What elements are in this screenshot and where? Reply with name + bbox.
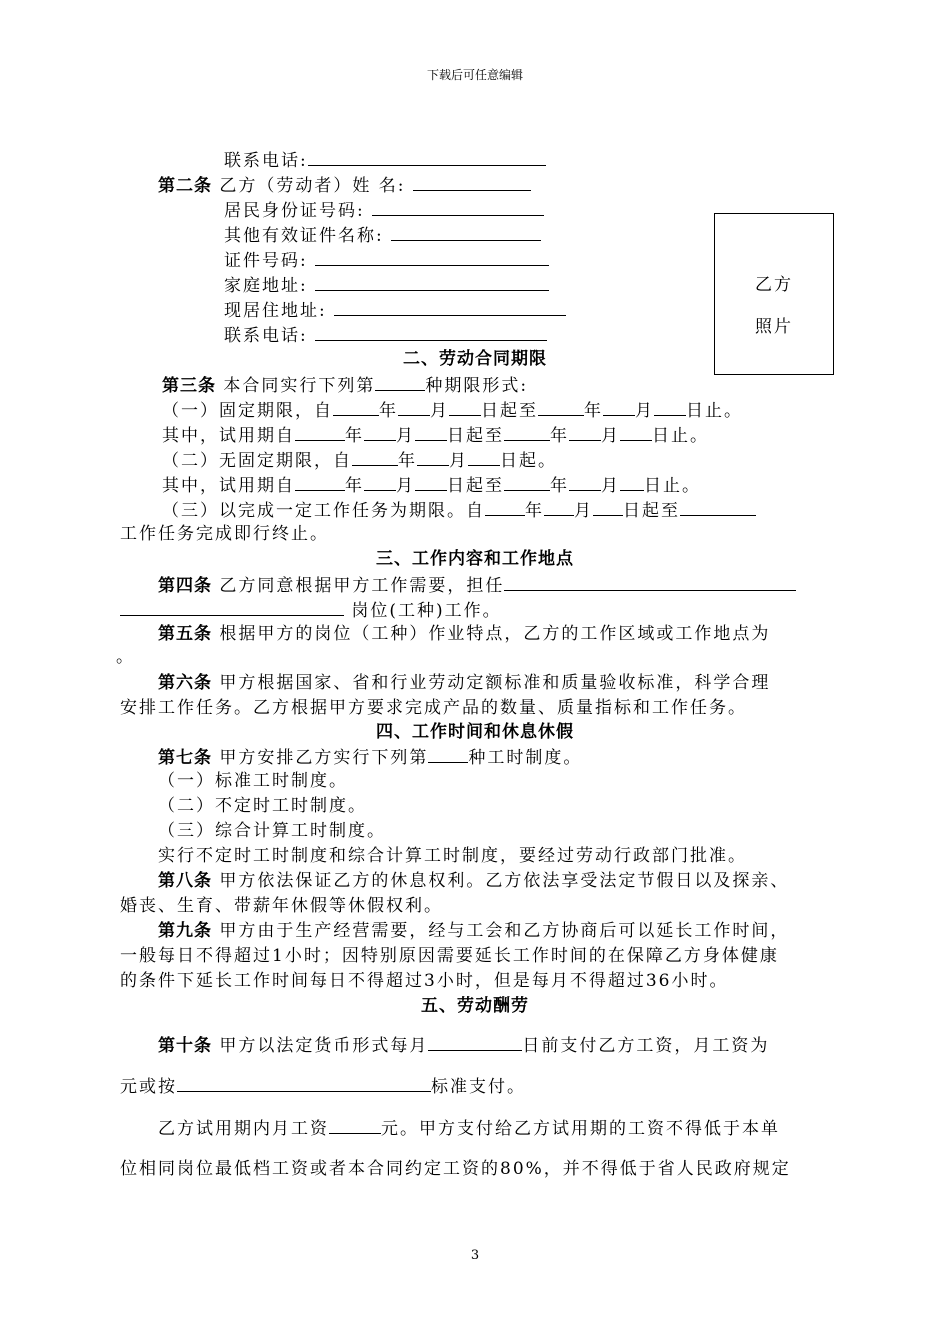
page-header: 下载后可任意编辑 <box>426 68 523 82</box>
blank[interactable] <box>449 398 481 416</box>
blank[interactable] <box>544 498 574 516</box>
blank[interactable] <box>315 273 549 291</box>
blank[interactable] <box>177 1074 431 1092</box>
article-9-line-2: 一般每日不得超过1小时；因特别原因需要延长工作时间的在保障乙方身体健康 <box>120 946 779 966</box>
blank[interactable] <box>428 745 468 763</box>
blank[interactable] <box>375 373 425 391</box>
article-3-line: 第三条 本合同实行下列第 种期限形式: <box>162 373 528 397</box>
article-8-line-1: 第八条 甲方依法保证乙方的休息权利。乙方依法享受法定节假日以及探亲、 <box>158 871 790 891</box>
section-heading-2: 二、劳动合同期限 <box>403 349 547 369</box>
blank[interactable] <box>485 498 525 516</box>
article-10-line-4: 位相同岗位最低档工资或者本合同约定工资的80%，并不得低于省人民政府规定 <box>120 1159 791 1179</box>
blank[interactable] <box>295 473 345 491</box>
blank[interactable] <box>120 598 344 616</box>
article-2-line: 第二条 乙方（劳动者）姓 名: <box>158 173 531 197</box>
blank[interactable] <box>620 423 652 441</box>
blank[interactable] <box>315 323 547 341</box>
task-term-end-line: 工作任务完成即行终止。 <box>120 524 329 544</box>
article-9-line-3: 的条件下延长工作时间每日不得超过3小时，但是每月不得超过36小时。 <box>120 971 729 991</box>
blank[interactable] <box>468 448 500 466</box>
article-5-line-1: 第五条 根据甲方的岗位（工种）作业特点，乙方的工作区域或工作地点为 <box>158 624 771 644</box>
blank[interactable] <box>398 398 430 416</box>
blank[interactable] <box>593 498 623 516</box>
trial-line-2: 其中，试用期自 年 月 日起至 年 月 日止。 <box>162 473 701 497</box>
article-7-line: 第七条 甲方安排乙方实行下列第 种工时制度。 <box>158 745 582 769</box>
section-heading-4: 四、工作时间和休息休假 <box>376 722 574 742</box>
task-term-line: （三）以完成一定工作任务为期限。自 年 月 日起至 <box>162 498 756 522</box>
blank[interactable] <box>364 473 396 491</box>
article-4-line-1: 第四条 乙方同意根据甲方工作需要，担任 <box>158 573 796 597</box>
cert-number-line: 证件号码: <box>224 248 549 272</box>
blank[interactable] <box>295 423 345 441</box>
blank[interactable] <box>428 1033 522 1051</box>
blank[interactable] <box>315 248 549 266</box>
section-heading-5: 五、劳动酬劳 <box>421 996 529 1016</box>
blank[interactable] <box>413 173 531 191</box>
article-7-item-2: （二）不定时工时制度。 <box>158 796 367 816</box>
blank[interactable] <box>569 473 601 491</box>
id-number-line: 居民身份证号码: <box>224 198 544 222</box>
trial-line-1: 其中，试用期自 年 月 日起至 年 月 日止。 <box>162 423 709 447</box>
article-7-note: 实行不定时工时制度和综合计算工时制度，要经过劳动行政部门批准。 <box>158 846 747 866</box>
open-term-line: （二）无固定期限，自 年 月 日起。 <box>162 448 557 472</box>
blank[interactable] <box>417 448 449 466</box>
blank[interactable] <box>538 398 584 416</box>
home-address-line: 家庭地址: <box>224 273 549 297</box>
blank[interactable] <box>569 423 601 441</box>
article-4-line-2: 岗位(工种)工作。 <box>120 598 502 622</box>
article-10-line-3: 乙方试用期内月工资 元。甲方支付给乙方试用期的工资不得低于本单 <box>158 1116 780 1140</box>
blank[interactable] <box>415 473 447 491</box>
section-heading-3: 三、工作内容和工作地点 <box>376 549 574 569</box>
article-8-line-2: 婚丧、生育、带薪年休假等休假权利。 <box>120 896 443 916</box>
blank[interactable] <box>364 423 396 441</box>
blank[interactable] <box>333 398 379 416</box>
article-7-item-1: （一）标准工时制度。 <box>158 771 348 791</box>
blank[interactable] <box>620 473 644 491</box>
blank[interactable] <box>654 398 686 416</box>
blank[interactable] <box>329 1116 381 1134</box>
blank[interactable] <box>352 448 398 466</box>
article-5-line-2: 。 <box>116 647 135 667</box>
party-b-phone-line: 联系电话: <box>224 323 547 347</box>
other-id-line: 其他有效证件名称: <box>224 223 541 247</box>
blank[interactable] <box>334 298 566 316</box>
article-6-line-2: 安排工作任务。乙方根据甲方要求完成产品的数量、质量指标和工作任务。 <box>120 698 747 718</box>
blank[interactable] <box>504 473 550 491</box>
photo-label-2: 照片 <box>755 317 793 337</box>
article-6-line-1: 第六条 甲方根据国家、省和行业劳动定额标准和质量验收标准，科学合理 <box>158 673 771 693</box>
blank[interactable] <box>504 423 550 441</box>
blank[interactable] <box>391 223 541 241</box>
blank[interactable] <box>603 398 635 416</box>
blank[interactable] <box>415 423 447 441</box>
blank[interactable] <box>504 573 796 591</box>
article-10-line-2: 元或按 标准支付。 <box>120 1074 526 1098</box>
article-7-item-3: （三）综合计算工时制度。 <box>158 821 386 841</box>
article-10-line-1: 第十条 甲方以法定货币形式每月 日前支付乙方工资，月工资为 <box>158 1033 769 1057</box>
blank[interactable] <box>308 148 546 166</box>
blank[interactable] <box>680 498 756 516</box>
photo-label-1: 乙方 <box>755 275 793 295</box>
current-address-line: 现居住地址: <box>224 298 566 322</box>
party-a-phone-line: 联系电话: <box>224 148 546 172</box>
fixed-term-line: （一）固定期限，自 年 月 日起至 年 月 日止。 <box>162 398 743 422</box>
page-number: 3 <box>470 1248 480 1263</box>
blank[interactable] <box>372 198 544 216</box>
article-9-line-1: 第九条 甲方由于生产经营需要，经与工会和乙方协商后可以延长工作时间， <box>158 921 790 941</box>
